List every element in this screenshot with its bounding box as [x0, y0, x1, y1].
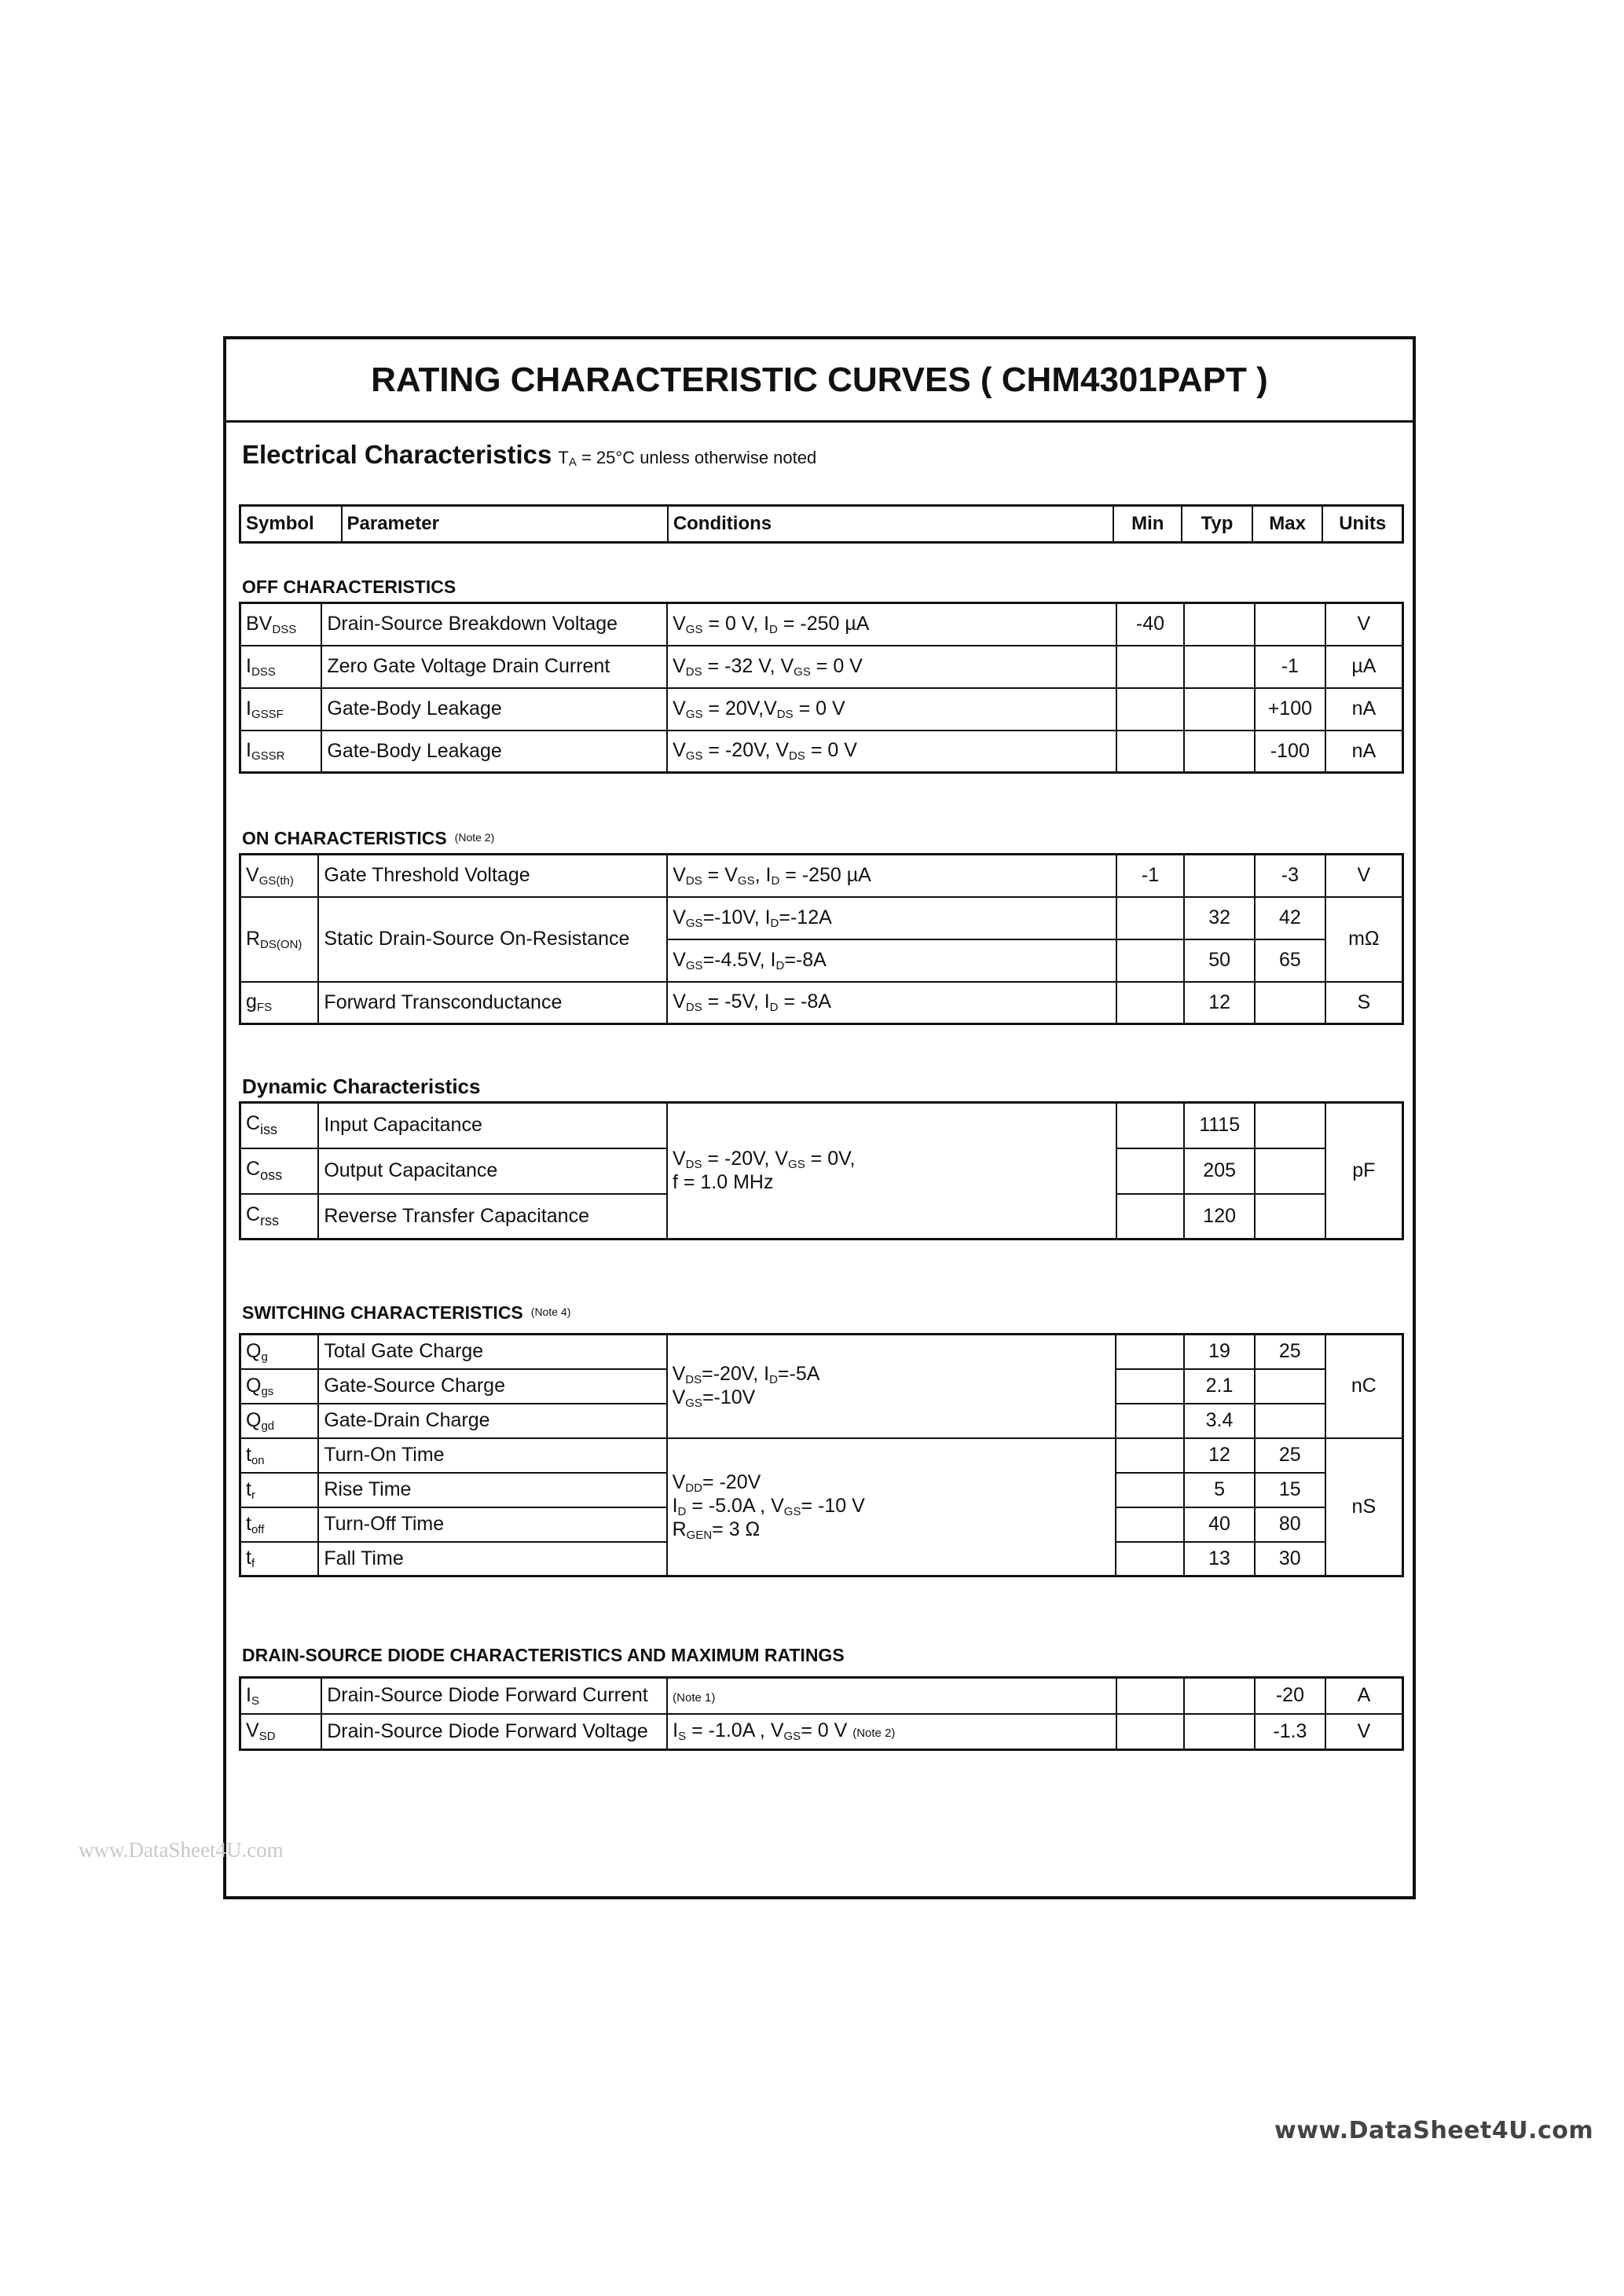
on-characteristics-heading	[242, 828, 494, 849]
parameter-cell: Output Capacitance	[318, 1148, 667, 1194]
symbol-cell: $I_S$	[240, 1678, 322, 1714]
typ-cell: 1115	[1184, 1103, 1255, 1148]
conditions-cell: $V_{DD}= -20V$ $I_D = -5.0A$ , $V_{GS}= -10$ V $R_{GEN}= 3$ Ω	[667, 1438, 1116, 1576]
symbol-cell: $t_{off}$	[240, 1507, 319, 1542]
on-row	[240, 897, 1403, 939]
parameter-cell: Gate-Body Leakage	[321, 731, 667, 773]
ec-title: Electrical Characteristics	[242, 440, 552, 469]
typ-cell: 12	[1184, 982, 1255, 1024]
units-cell: V	[1325, 603, 1403, 646]
conditions-cell: $I_S = -1.0A$ , $V_{GS}= 0$ V (Note 2)	[667, 1714, 1116, 1750]
min-cell	[1116, 1678, 1185, 1714]
sw-note: (Note 4)	[530, 1305, 571, 1318]
max-cell: 30	[1255, 1542, 1325, 1576]
on-row	[240, 855, 1403, 897]
diode-row	[240, 1714, 1403, 1750]
parameter-cell: Drain-Source Diode Forward Voltage	[321, 1714, 667, 1750]
parameter-cell: Turn-Off Time	[318, 1507, 666, 1542]
units-cell: µA	[1325, 646, 1403, 688]
symbol-cell: $t_f$	[240, 1542, 319, 1576]
min-cell	[1116, 939, 1185, 982]
conditions-cell: $V_{GS}=-4.5V$, $I_D=-8A$	[667, 939, 1116, 982]
units-cell: V	[1325, 855, 1403, 897]
parameter-cell: Total Gate Charge	[318, 1335, 666, 1369]
datasheet-frame	[223, 336, 1416, 1899]
units-cell: S	[1325, 982, 1403, 1024]
dyn-row	[240, 1103, 1403, 1148]
max-cell	[1255, 1194, 1325, 1240]
header-symbol: Symbol	[241, 507, 343, 541]
parameter-cell: Drain-Source Diode Forward Current	[321, 1678, 667, 1714]
min-cell	[1116, 1507, 1184, 1542]
typ-cell: 205	[1184, 1148, 1255, 1194]
conditions-cell: $V_{DS} = -5V$, $I_D = -8A$	[667, 982, 1116, 1024]
ec-note-suffix: = 25°C unless otherwise noted	[576, 448, 817, 467]
symbol-cell: $Q_{gd}$	[240, 1404, 319, 1438]
units-cell: nC	[1325, 1335, 1403, 1438]
typ-cell	[1184, 688, 1255, 731]
symbol-cell: $C_{rss}$	[240, 1194, 319, 1240]
min-cell	[1116, 1194, 1185, 1240]
max-cell: -100	[1255, 731, 1325, 773]
conditions-cell: $V_{DS} = -32$ V, $V_{GS} = 0$ V	[667, 646, 1116, 688]
typ-cell: 3.4	[1184, 1404, 1255, 1438]
max-cell	[1255, 1148, 1325, 1194]
parameter-cell: Static Drain-Source On-Resistance	[318, 897, 667, 982]
units-cell: mΩ	[1325, 897, 1403, 982]
diode-characteristics-table	[239, 1676, 1404, 1751]
symbol-cell: $V_{GS(th)}$	[240, 855, 319, 897]
parameter-cell: Gate-Source Charge	[318, 1369, 666, 1404]
on-row	[240, 982, 1403, 1024]
units-cell: nA	[1325, 731, 1403, 773]
max-cell: 15	[1255, 1473, 1325, 1507]
off-characteristics-heading: OFF CHARACTERISTICS	[242, 577, 456, 597]
typ-cell: 13	[1184, 1542, 1255, 1576]
conditions-cell: $V_{DS} = V_{GS}$, $I_D = -250$ µA	[667, 855, 1116, 897]
symbol-cell: $Q_{gs}$	[240, 1369, 319, 1404]
off-row	[240, 646, 1403, 688]
parameter-cell: Fall Time	[318, 1542, 666, 1576]
max-cell: 25	[1255, 1438, 1325, 1473]
parameter-cell: Drain-Source Breakdown Voltage	[321, 603, 667, 646]
typ-cell: 120	[1184, 1194, 1255, 1240]
max-cell: -1	[1255, 646, 1325, 688]
min-cell	[1116, 731, 1185, 773]
typ-cell: 12	[1184, 1438, 1255, 1473]
header-min: Min	[1114, 507, 1182, 541]
on-note: (Note 2)	[454, 831, 495, 844]
units-cell: nS	[1325, 1438, 1403, 1576]
min-cell	[1116, 982, 1185, 1024]
typ-cell	[1184, 603, 1255, 646]
sw-title: SWITCHING CHARACTERISTICS	[242, 1302, 523, 1323]
max-cell	[1255, 1404, 1325, 1438]
typ-cell	[1184, 731, 1255, 773]
page-title: RATING CHARACTERISTIC CURVES ( CHM4301PAPT )	[226, 339, 1413, 423]
min-cell	[1116, 1714, 1185, 1750]
symbol-cell: $g_{FS}$	[240, 982, 319, 1024]
conditions-cell: $V_{DS}=-20V$, $I_D=-5A$ $V_{GS}=-10V$	[667, 1335, 1116, 1438]
dynamic-characteristics-heading: Dynamic Characteristics	[242, 1075, 481, 1098]
units-cell: A	[1325, 1678, 1403, 1714]
max-cell: 80	[1255, 1507, 1325, 1542]
off-row	[240, 731, 1403, 773]
max-cell: -20	[1255, 1678, 1325, 1714]
symbol-cell: $t_{on}$	[240, 1438, 319, 1473]
switching-row	[240, 1335, 1403, 1369]
min-cell: -40	[1116, 603, 1185, 646]
max-cell	[1255, 603, 1325, 646]
symbol-cell: $I_{GSSR}$	[240, 731, 322, 773]
switching-characteristics-heading	[242, 1302, 570, 1324]
conditions-cell: $V_{GS} = -20V$, $V_{DS} = 0$ V	[667, 731, 1116, 773]
symbol-cell: $Q_g$	[240, 1335, 319, 1369]
max-cell: 42	[1255, 897, 1325, 939]
watermark-left: www.DataSheet4U.com	[79, 1838, 284, 1862]
conditions-cell: $V_{GS} = 20V,V_{DS} = 0$ V	[667, 688, 1116, 731]
symbol-cell: $C_{oss}$	[240, 1148, 319, 1194]
typ-cell	[1184, 1714, 1255, 1750]
min-cell	[1116, 1473, 1184, 1507]
parameter-cell: Rise Time	[318, 1473, 666, 1507]
off-characteristics-table	[239, 602, 1404, 774]
conditions-cell: $V_{GS} = 0$ V, $I_D = -250$ µA	[667, 603, 1116, 646]
header-max: Max	[1253, 507, 1324, 541]
min-cell	[1116, 646, 1185, 688]
units-cell: nA	[1325, 688, 1403, 731]
switching-row	[240, 1438, 1403, 1473]
header-typ: Typ	[1182, 507, 1253, 541]
header-conditions: Conditions	[669, 507, 1115, 541]
symbol-cell: $I_{DSS}$	[240, 646, 322, 688]
off-row	[240, 603, 1403, 646]
switching-characteristics-table	[239, 1333, 1404, 1577]
symbol-cell: $I_{GSSF}$	[240, 688, 322, 731]
header-parameter: Parameter	[343, 507, 669, 541]
min-cell	[1116, 1148, 1185, 1194]
symbol-cell: $t_r$	[240, 1473, 319, 1507]
header-units: Units	[1339, 513, 1387, 534]
min-cell	[1116, 897, 1185, 939]
parameter-cell: Reverse Transfer Capacitance	[318, 1194, 667, 1240]
symbol-cell: $C_{iss}$	[240, 1103, 319, 1148]
min-cell	[1116, 1103, 1185, 1148]
off-row	[240, 688, 1403, 731]
symbol-cell: $BV_{DSS}$	[240, 603, 322, 646]
min-cell	[1116, 1335, 1184, 1369]
max-cell: 65	[1255, 939, 1325, 982]
column-header-row	[239, 504, 1404, 544]
parameter-cell: Input Capacitance	[318, 1103, 667, 1148]
typ-cell: 40	[1184, 1507, 1255, 1542]
max-cell	[1255, 982, 1325, 1024]
min-cell: -1	[1116, 855, 1185, 897]
min-cell	[1116, 688, 1185, 731]
min-cell	[1116, 1369, 1184, 1404]
watermark-right[interactable]: www.DataSheet4U.com	[1274, 2117, 1594, 2144]
parameter-cell: Forward Transconductance	[318, 982, 667, 1024]
typ-cell	[1184, 646, 1255, 688]
symbol-cell: $R_{DS(ON)}$	[240, 897, 319, 982]
parameter-cell: Zero Gate Voltage Drain Current	[321, 646, 667, 688]
ec-note-sub: A	[568, 456, 577, 469]
symbol-cell: $V_{SD}$	[240, 1714, 322, 1750]
max-cell	[1255, 1103, 1325, 1148]
typ-cell: 32	[1184, 897, 1255, 939]
parameter-cell: Turn-On Time	[318, 1438, 666, 1473]
min-cell	[1116, 1404, 1184, 1438]
typ-cell: 19	[1184, 1335, 1255, 1369]
diode-row	[240, 1678, 1403, 1714]
typ-cell: 5	[1184, 1473, 1255, 1507]
dynamic-characteristics-table	[239, 1101, 1404, 1240]
min-cell	[1116, 1542, 1184, 1576]
conditions-cell: (Note 1)	[667, 1678, 1116, 1714]
typ-cell: 2.1	[1184, 1369, 1255, 1404]
max-cell: 25	[1255, 1335, 1325, 1369]
diode-characteristics-heading: DRAIN-SOURCE DIODE CHARACTERISTICS AND MAXIMUM RATINGS	[242, 1645, 845, 1665]
units-cell: pF	[1325, 1103, 1403, 1240]
parameter-cell: Gate-Drain Charge	[318, 1404, 666, 1438]
ec-note-prefix: T	[558, 448, 569, 467]
max-cell: +100	[1255, 688, 1325, 731]
max-cell	[1255, 1369, 1325, 1404]
max-cell: -3	[1255, 855, 1325, 897]
on-characteristics-table	[239, 853, 1404, 1025]
conditions-cell: $V_{DS} = -20V$, $V_{GS} = 0V$, f = 1.0 MHz	[667, 1103, 1116, 1240]
max-cell: -1.3	[1255, 1714, 1325, 1750]
units-cell: V	[1325, 1714, 1403, 1750]
ec-note	[558, 448, 816, 467]
min-cell	[1116, 1438, 1184, 1473]
typ-cell: 50	[1184, 939, 1255, 982]
typ-cell	[1184, 1678, 1255, 1714]
conditions-cell: $V_{GS}=-10V$, $I_D=-12A$	[667, 897, 1116, 939]
typ-cell	[1184, 855, 1255, 897]
electrical-characteristics-heading	[242, 440, 816, 470]
parameter-cell: Gate-Body Leakage	[321, 688, 667, 731]
parameter-cell: Gate Threshold Voltage	[318, 855, 667, 897]
on-title: ON CHARACTERISTICS	[242, 828, 447, 848]
